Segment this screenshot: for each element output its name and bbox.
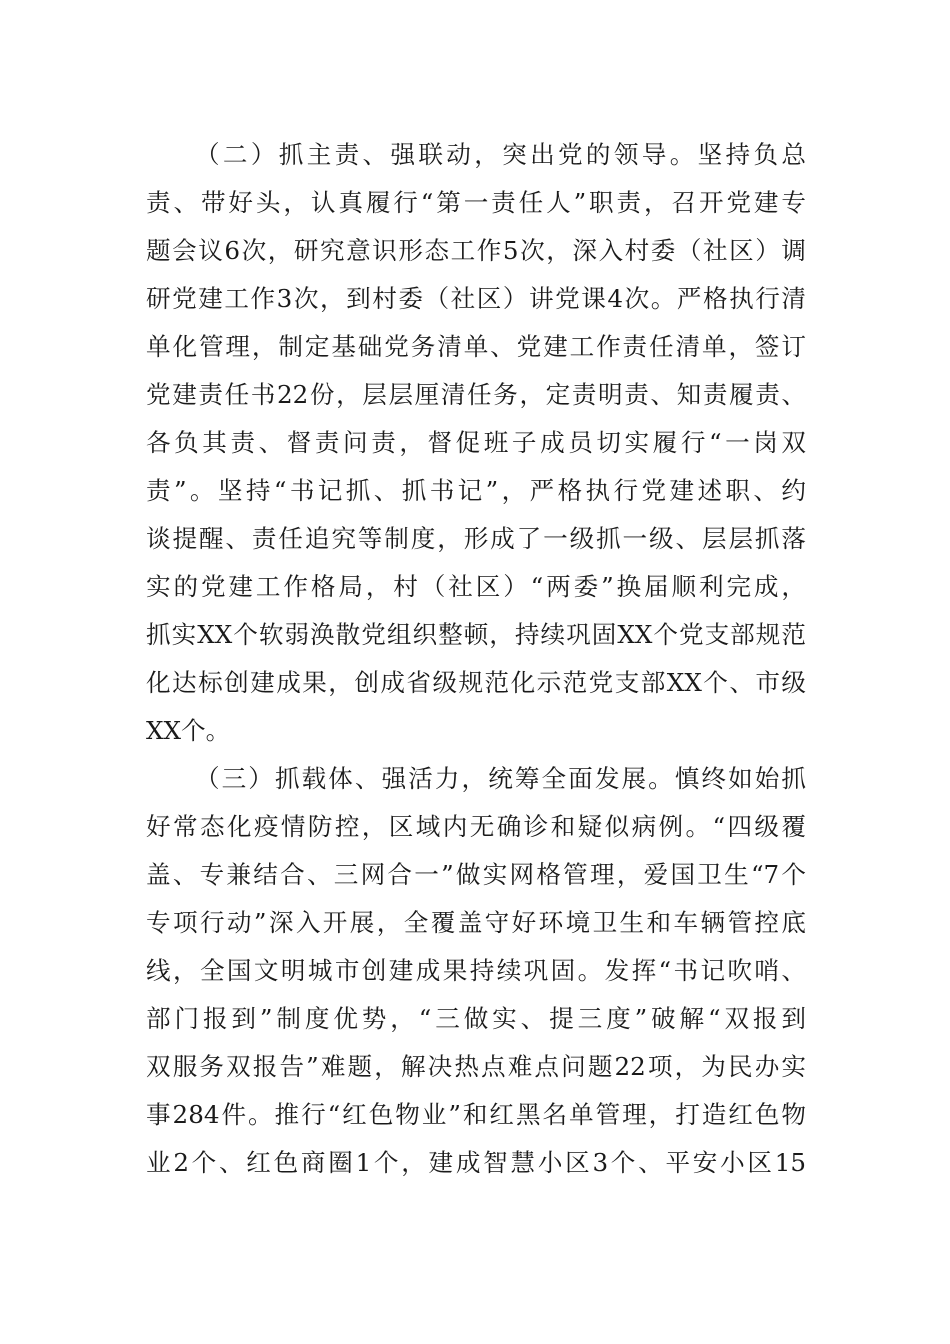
paragraph-2-line-6: 党建责任书22份，层层厘清任务，定责明责、知责履责、 — [146, 380, 806, 409]
paragraph-2-line-13: XX个。 — [146, 716, 231, 745]
paragraph-3-line-1: （三）抓载体、强活力，统筹全面发展。慎终如始抓 — [195, 764, 806, 793]
paragraph-3-line-6: 部门报到”制度优势，“三做实、提三度”破解“双报到 — [146, 1004, 806, 1033]
paragraph-2-line-11: 抓实XX个软弱涣散党组织整顿，持续巩固XX个党支部规范 — [146, 620, 806, 649]
paragraph-3-line-7: 双服务双报告”难题，解决热点难点问题22项，为民办实 — [146, 1052, 806, 1081]
paragraph-2-line-5: 单化管理，制定基础党务清单、党建工作责任清单，签订 — [146, 332, 806, 361]
paragraph-3-line-2: 好常态化疫情防控，区域内无确诊和疑似病例。“四级覆 — [146, 812, 806, 841]
paragraph-3-line-9: 业2个、红色商圈1个，建成智慧小区3个、平安小区15 — [146, 1148, 806, 1177]
paragraph-2-line-8: 责”。坚持“书记抓、抓书记”，严格执行党建述职、约 — [146, 476, 806, 505]
paragraph-2-line-9: 谈提醒、责任追究等制度，形成了一级抓一级、层层抓落 — [146, 524, 806, 553]
paragraph-2-line-1: （二）抓主责、强联动，突出党的领导。坚持负总 — [195, 140, 806, 169]
paragraph-2-line-2: 责、带好头，认真履行“第一责任人”职责，召开党建专 — [146, 188, 806, 217]
paragraph-2-line-4: 研党建工作3次，到村委（社区）讲党课4次。严格执行清 — [146, 284, 806, 313]
paragraph-3-line-3: 盖、专兼结合、三网合一”做实网格管理，爱国卫生“7个 — [146, 860, 806, 889]
paragraph-2-line-3: 题会议6次，研究意识形态工作5次，深入村委（社区）调 — [146, 236, 806, 265]
paragraph-3-line-8: 事284件。推行“红色物业”和红黑名单管理，打造红色物 — [146, 1100, 806, 1129]
paragraph-3-line-4: 专项行动”深入开展，全覆盖守好环境卫生和车辆管控底 — [146, 908, 806, 937]
paragraph-3-line-5: 线，全国文明城市创建成果持续巩固。发挥“书记吹哨、 — [146, 956, 806, 985]
paragraph-2-line-12: 化达标创建成果，创成省级规范化示范党支部XX个、市级 — [146, 668, 806, 697]
paragraph-2-line-10: 实的党建工作格局，村（社区）“两委”换届顺利完成， — [146, 572, 806, 601]
paragraph-2-line-7: 各负其责、督责问责，督促班子成员切实履行“一岗双 — [146, 428, 806, 457]
